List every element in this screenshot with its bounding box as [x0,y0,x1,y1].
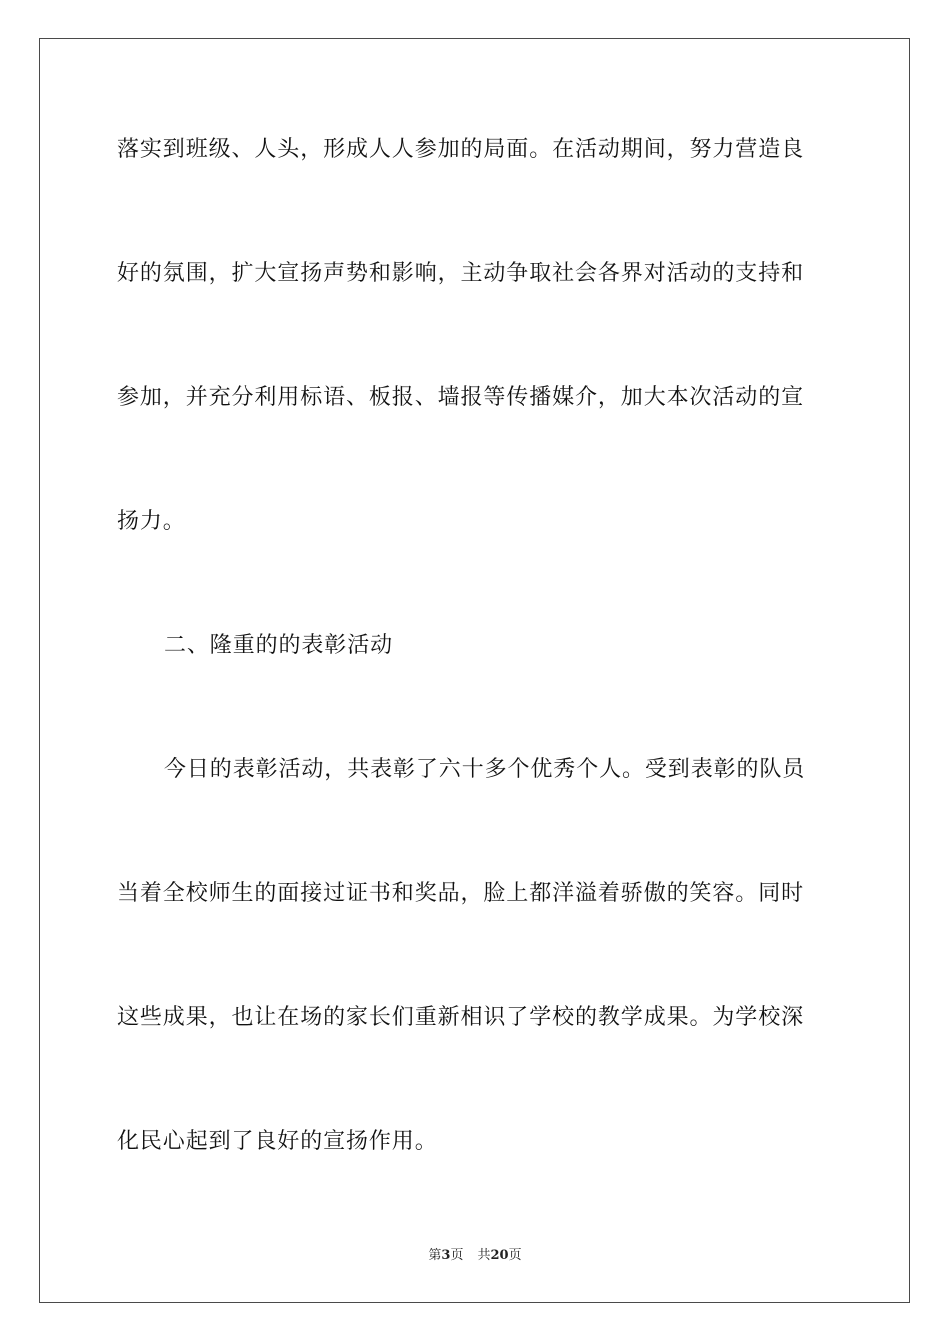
page-suffix: 页 [450,1248,464,1263]
body-line-3: 参加，并充分利用标语、板报、墙报等传播媒介，加大本次活动的宣 [117,385,805,410]
total-prefix: 共 [477,1248,491,1263]
page-number: 3 [441,1248,451,1263]
body-line-8: 化民心起到了良好的宣扬作用。 [117,1129,438,1154]
page-border [39,38,910,1303]
body-line-2: 好的氛围，扩大宣扬声势和影响，主动争取社会各界对活动的支持和 [117,261,805,286]
body-line-4: 扬力。 [117,509,186,534]
body-line-5: 今日的表彰活动，共表彰了六十多个优秀个人。受到表彰的队员 [164,757,806,782]
page-prefix: 第 [428,1248,442,1263]
total-pages: 20 [490,1248,509,1263]
page-footer [0,1248,950,1264]
body-line-1: 落实到班级、人头，形成人人参加的局面。在活动期间，努力营造良 [117,137,805,162]
body-line-6: 当着全校师生的面接过证书和奖品，脸上都洋溢着骄傲的笑容。同时 [117,881,805,906]
total-suffix: 页 [508,1248,522,1263]
section-heading: 二、隆重的的表彰活动 [164,633,394,658]
body-line-7: 这些成果，也让在场的家长们重新相识了学校的教学成果。为学校深 [117,1005,805,1030]
